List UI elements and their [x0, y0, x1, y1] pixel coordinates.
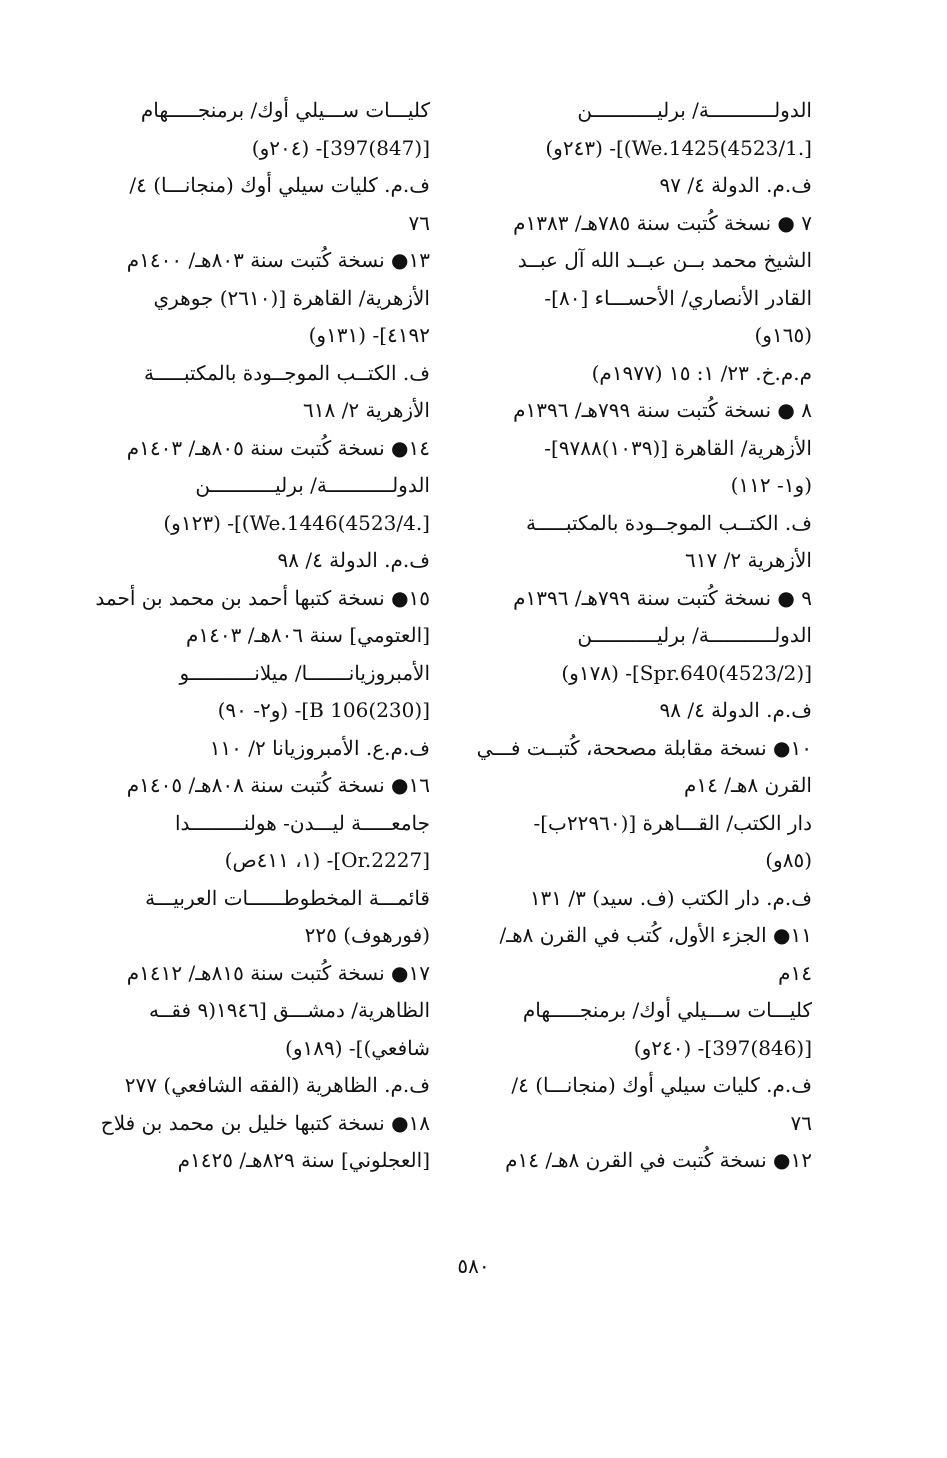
text-line: (٨٥و): [765, 848, 812, 872]
text-line: ٧ ● نسخة كُتبت سنة ٧٨٥هـ/ ١٣٨٣م: [513, 210, 812, 235]
text-line: ف.م. الظاهرية (الفقه الشافعي) ٢٧٧: [124, 1073, 430, 1097]
text-line: القادر الأنصاري/ الأحســـاء [٨٠]-: [544, 285, 812, 310]
text-line: [(847)397]- (٢٠٤و): [251, 135, 430, 160]
text-line: ف.م. الدولة ٤/ ٩٧: [659, 173, 812, 197]
text-line: الدولـــــــــــة/ برليـــــــــــن: [195, 473, 430, 497]
text-line: ٤١٩٢]- (١٣١و): [308, 323, 430, 347]
text-line: (فورهوف) ٢٢٥: [304, 923, 430, 947]
text-line: م.م.خ. ٢٣/ ١: ١٥ (١٩٧٧م): [591, 360, 812, 385]
text-line: الأزهرية ٢/ ٦١٨: [303, 398, 430, 422]
text-line: ١٥● نسخة كتبها أحمد بن محمد بن أحمد: [95, 585, 430, 610]
text-line: ف.م. الدولة ٤/ ٩٨: [659, 698, 812, 722]
text-line: ١٣● نسخة كُتبت سنة ٨٠٣هـ/ ١٤٠٠م: [126, 248, 430, 272]
text-line: الدولـــــــــــة/ برليـــــــــــن: [577, 98, 812, 122]
text-line: [العجلوني] سنة ٨٢٩هـ/ ١٤٢٥م: [177, 1148, 430, 1172]
text-line: ٧٦: [790, 1110, 812, 1135]
text-line: ١٤م: [778, 960, 812, 985]
text-line: دار الكتب/ القـــاهرة [(٢٢٩٦٠ب]-: [533, 810, 812, 835]
text-line: ١٦● نسخة كُتبت سنة ٨٠٨هـ/ ١٤٠٥م: [126, 773, 430, 797]
text-line: [(4523/2)Spr.640]- (١٧٨و): [561, 660, 812, 685]
text-line: ف.م. الدولة ٤/ ٩٨: [277, 548, 430, 572]
text-line: [(230)B 106]- (و٢- ٩٠): [217, 698, 430, 722]
text-line: ١١● الجزء الأول، كُتب في القرن ٨هـ/: [499, 923, 812, 947]
text-line: [Or.2227]- (١، ٤١١ص): [224, 848, 430, 872]
text-line: كليـــات ســـيلي أوك/ برمنجـــــهام: [522, 998, 812, 1022]
text-line: الأزهرية/ القاهرة [(١٠٣٩)٩٧٨٨]-: [544, 435, 812, 460]
text-line: ف.م. كليات سيلي أوك (منجانـــا) ٤/: [511, 1073, 812, 1097]
text-line: جامعـــــة ليـــدن- هولنـــــــــدا: [175, 810, 430, 835]
text-line: ف.م. دار الكتب (ف. سيد) ٣/ ١٣١: [529, 885, 812, 910]
right-column: [472, 92, 812, 1180]
text-line: ١٨● نسخة كتبها خليل بن محمد بن فلاح: [100, 1110, 430, 1135]
text-line: شافعي)]- (١٨٩و): [285, 1035, 430, 1060]
text-line: الشيخ محمد بــن عبــد الله آل عبــد: [517, 248, 812, 272]
text-line: الأمبروزيانـــــــا/ ميلانـــــــــــو: [179, 660, 430, 685]
text-line: [.4523/4)We.1446)]- (١٢٣و): [163, 510, 430, 535]
text-line: [(846)397]- (٢٤٠و): [633, 1035, 812, 1060]
text-line: ف. الكتــب الموجــودة بالمكتبـــــة: [525, 510, 812, 535]
text-line: ٧٦: [408, 210, 430, 235]
text-line: [العتومي] سنة ٨٠٦هـ/ ١٤٠٣م: [186, 623, 430, 647]
text-line: ١٢● نسخة كُتبت في القرن ٨هـ/ ١٤م: [505, 1148, 812, 1172]
text-line: قائمـــة المخطوطــــــات العربيـــة: [145, 885, 430, 910]
text-line: ١٤● نسخة كُتبت سنة ٨٠٥هـ/ ١٤٠٣م: [126, 435, 430, 460]
page-number: ٥٨٠: [457, 1254, 490, 1278]
text-line: الأزهرية/ القاهرة [(٢٦١٠) جوهري: [153, 285, 430, 310]
text-line: ف. الكتــب الموجــودة بالمكتبـــــة: [143, 360, 430, 385]
text-line: ف.م.ع. الأمبروزيانا ٢/ ١١٠: [209, 735, 430, 760]
text-line: ف.م. كليات سيلي أوك (منجانـــا) ٤/: [129, 173, 430, 197]
text-line: (١٦٥و): [754, 323, 812, 347]
text-line: ١٠● نسخة مقابلة مصححة، كُتبــت فـــي: [476, 735, 812, 760]
text-line: كليـــات ســـيلي أوك/ برمنجـــــهام: [140, 98, 430, 122]
text-line: الأزهرية ٢/ ٦١٧: [685, 548, 812, 572]
text-line: ١٧● نسخة كُتبت سنة ٨١٥هـ/ ١٤١٢م: [126, 960, 430, 985]
text-line: ٩ ● نسخة كُتبت سنة ٧٩٩هـ/ ١٣٩٦م: [513, 585, 812, 610]
text-line: القرن ٨هـ/ ١٤م: [684, 773, 812, 797]
text-line: ٨ ● نسخة كُتبت سنة ٧٩٩هـ/ ١٣٩٦م: [513, 398, 812, 422]
text-line: الدولـــــــــــة/ برليـــــــــــن: [577, 623, 812, 647]
text-line: [.4523/1)We.1425)]- (٢٤٣و): [545, 135, 812, 160]
text-line: (و١- ١١٢): [730, 473, 812, 497]
text-line: الظاهرية/ دمشـــق [١٩٤٦(٩ فقــه: [148, 998, 430, 1022]
left-column: [95, 92, 430, 1180]
